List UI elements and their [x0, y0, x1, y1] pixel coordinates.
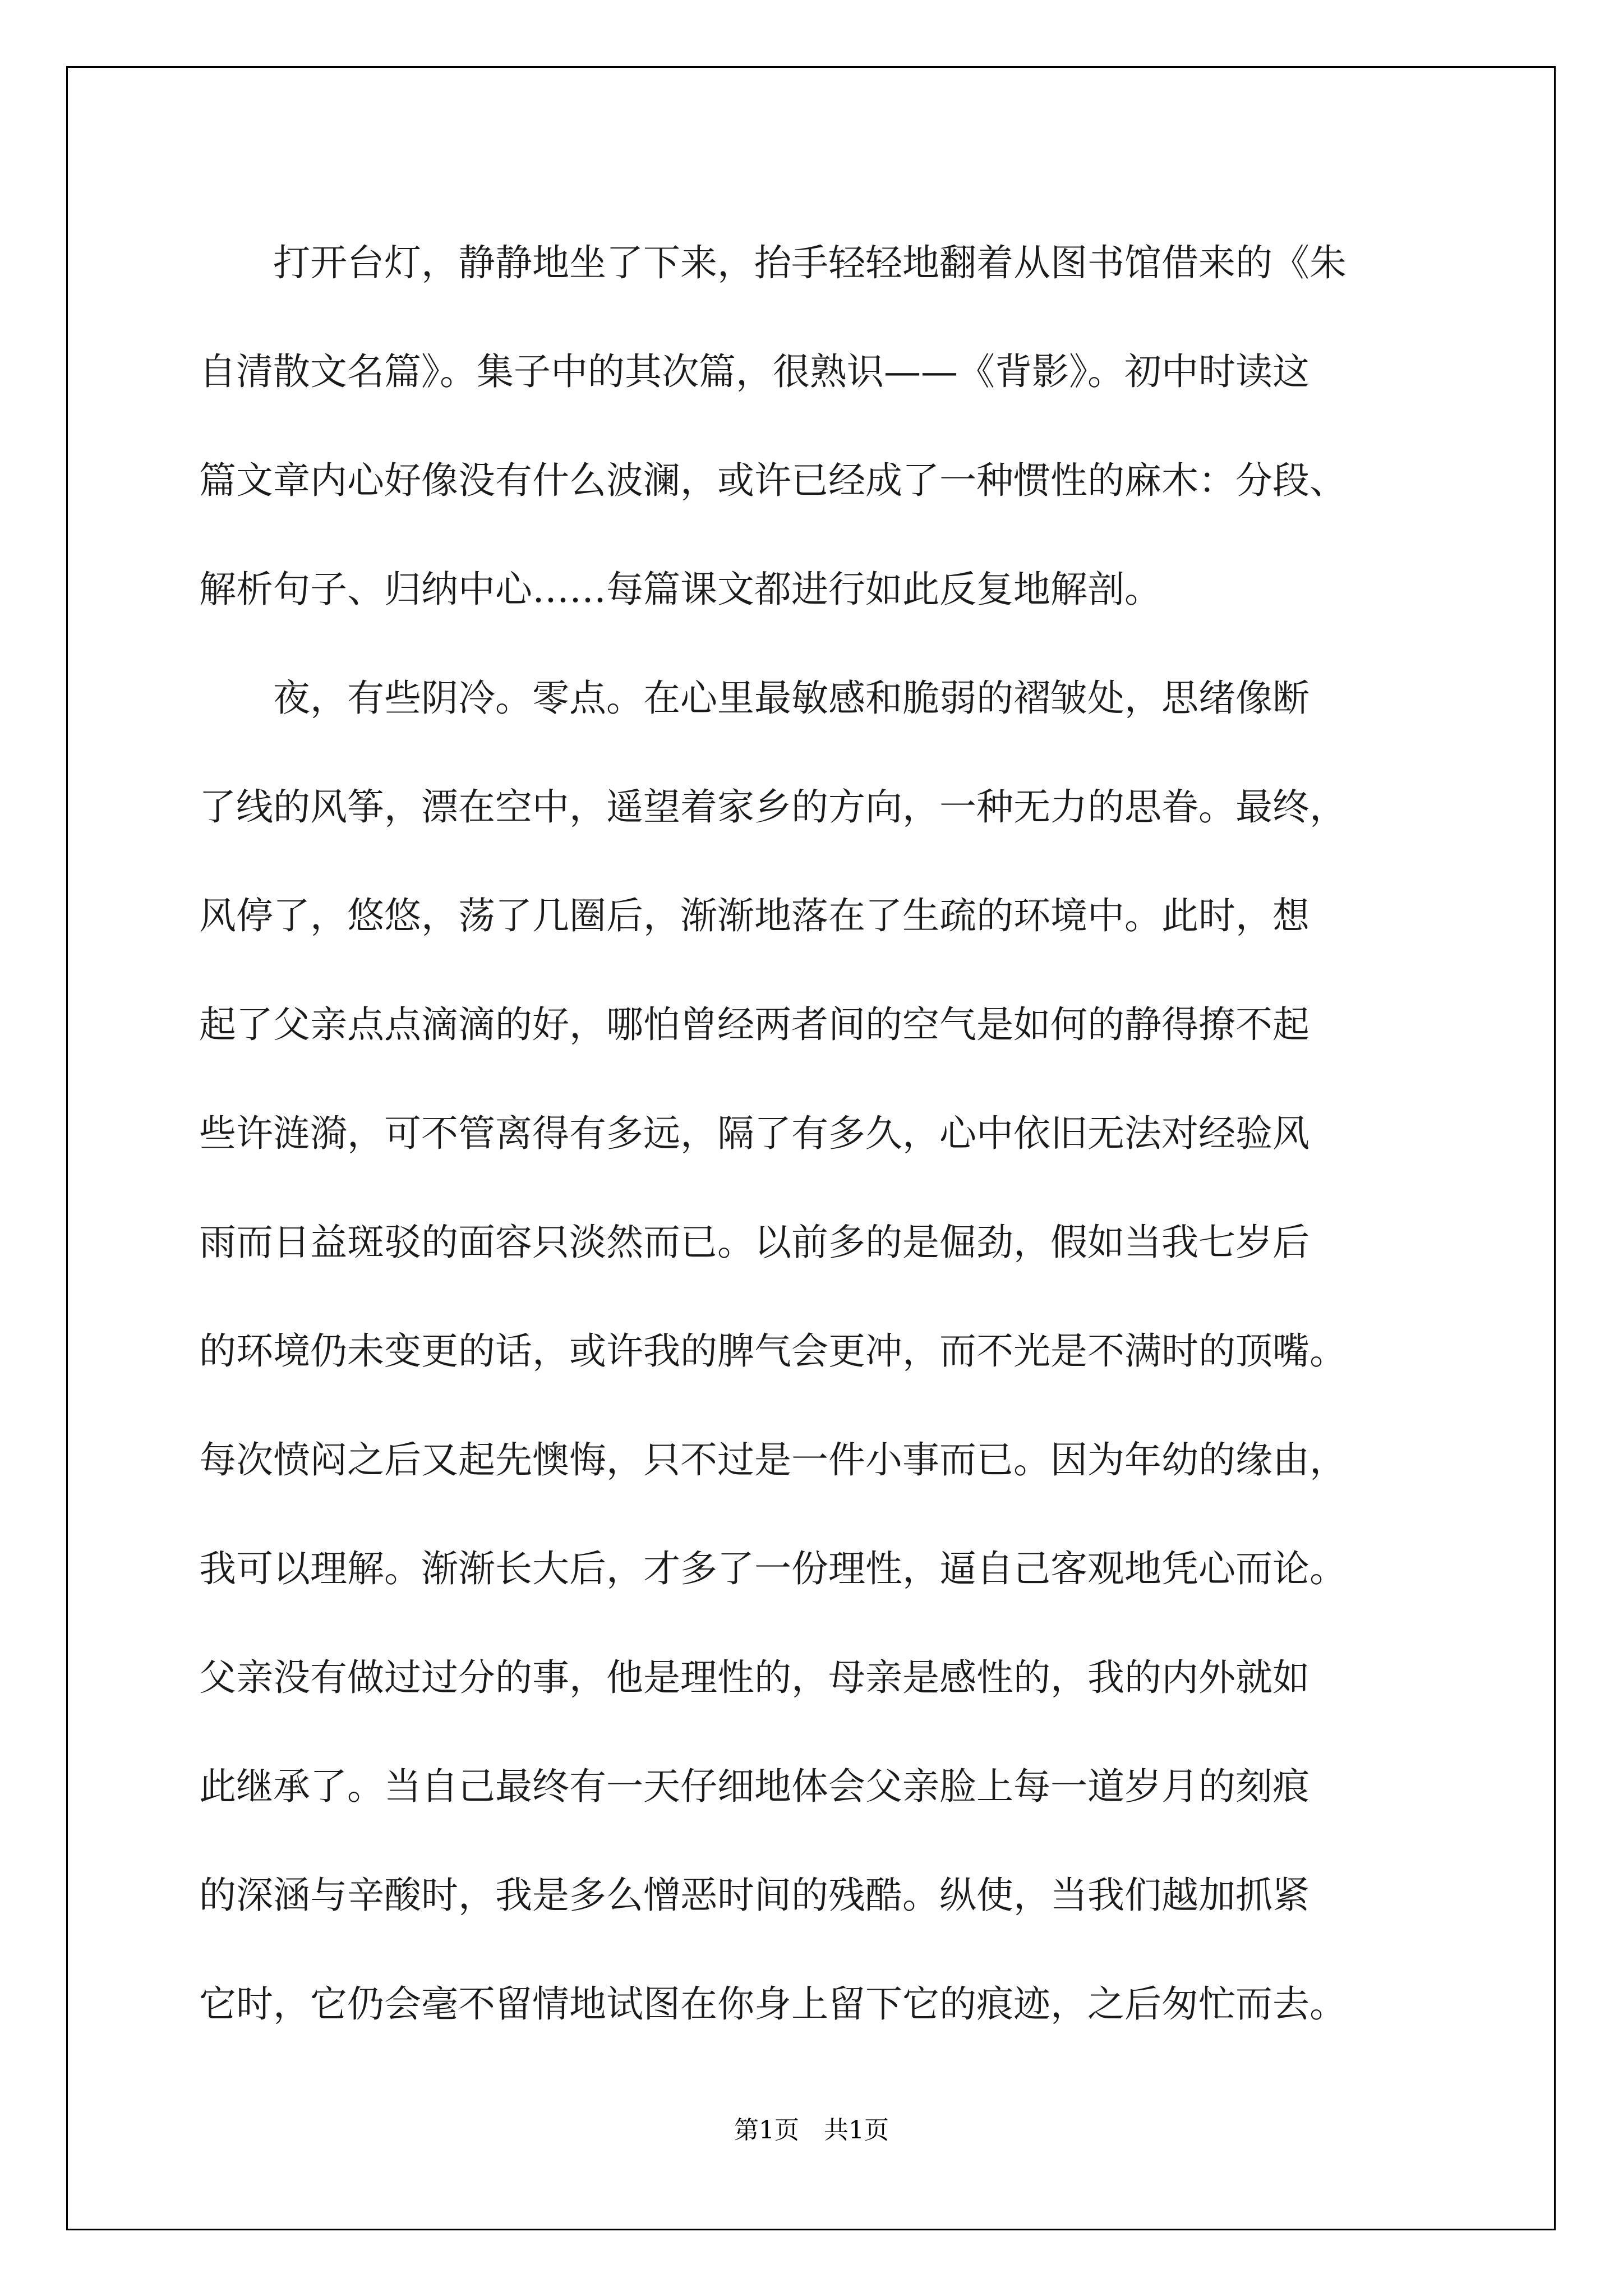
paragraph-2-line-8: 每次愤闷之后又起先懊悔，只不过是一件小事而已。因为年幼的缘由， [199, 1438, 1347, 1481]
paragraph-2-line-1: 夜，有些阴冷。零点。在心里最敏感和脆弱的褶皱处，思绪像断 [273, 677, 1310, 720]
paragraph-2-line-6: 雨而日益斑驳的面容只淡然而已。以前多的是倔劲，假如当我七岁后 [199, 1221, 1310, 1264]
paragraph-2-line-2: 了线的风筝，漂在空中，遥望着家乡的方向，一种无力的思眷。最终， [199, 785, 1347, 829]
paragraph-2-line-12: 的深涵与辛酸时，我是多么憎恶时间的残酷。纵使，当我们越加抓紧 [199, 1874, 1310, 1917]
paragraph-1-line-3: 篇文章内心好像没有什么波澜，或许已经成了一种惯性的麻木：分段、 [199, 459, 1347, 502]
paragraph-2-line-11: 此继承了。当自己最终有一天仔细地体会父亲脸上每一道岁月的刻痕 [199, 1765, 1310, 1808]
paragraph-1-line-1: 打开台灯，静静地坐了下来，抬手轻轻地翻着从图书馆借来的《朱 [273, 241, 1347, 284]
paragraph-1-line-2: 自清散文名篇》。集子中的其次篇，很熟识——《背影》。初中时读这 [199, 350, 1310, 393]
paragraph-2-line-3: 风停了，悠悠，荡了几圈后，渐渐地落在了生疏的环境中。此时，想 [199, 894, 1310, 937]
paragraph-2-line-7: 的环境仍未变更的话，或许我的脾气会更冲，而不光是不满时的顶嘴。 [199, 1329, 1347, 1373]
page-footer [0, 2114, 1623, 2147]
page-number-label: 第1页 共1页 [734, 2116, 889, 2145]
paragraph-2-line-10: 父亲没有做过过分的事，他是理性的，母亲是感性的，我的内外就如 [199, 1656, 1310, 1699]
paragraph-2-line-4: 起了父亲点点滴滴的好，哪怕曾经两者间的空气是如何的静得撩不起 [199, 1003, 1310, 1046]
paragraph-1-line-4: 解析句子、归纳中心……每篇课文都进行如此反复地解剖。 [199, 568, 1161, 611]
paragraph-2-line-9: 我可以理解。渐渐长大后，才多了一份理性，逼自己客观地凭心而论。 [199, 1547, 1347, 1590]
paragraph-2-line-13: 它时，它仍会毫不留情地试图在你身上留下它的痕迹，之后匆忙而去。 [199, 1982, 1347, 2026]
document-body [199, 209, 1433, 2059]
paragraph-2-line-5: 些许涟漪，可不管离得有多远，隔了有多久，心中依旧无法对经验风 [199, 1112, 1310, 1155]
